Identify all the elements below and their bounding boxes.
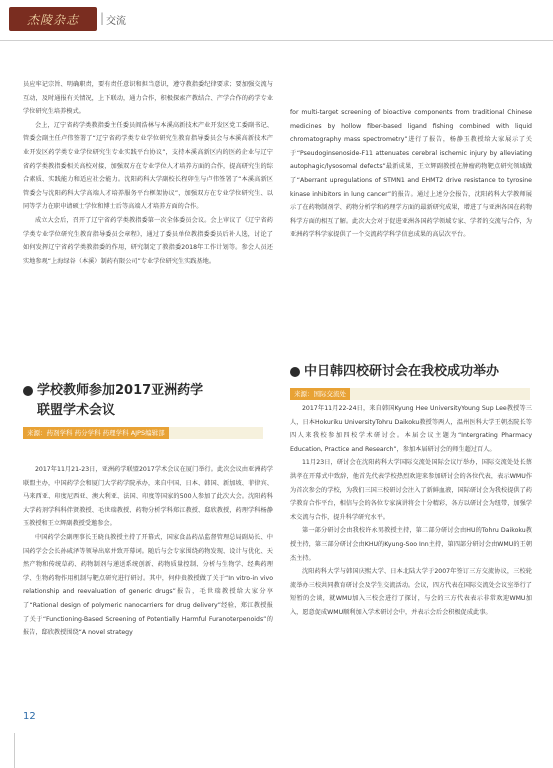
article-left-body bbox=[23, 463, 273, 640]
article-right-heading bbox=[290, 362, 530, 400]
paragraph: 2017年11月21-23日，亚洲药学联盟2017学术会议在厦门举行。此次会议由亚洲药学联盟主办，中国药学会和厦门大学药学院承办，来自中国、日本、韩国、新加坡、菲律宾、马来西亚、印度尼西亚、澳大利亚、法国、印度等国家的500人参加了此次大会。沈阳药科大学药剂学科科伴贤教授、毛世瑞教授、药物分析学科郑江教授、邸欣教授，药理学科杨静玉教授和王立辉副教授受邀参会。 bbox=[23, 466, 273, 528]
bullet-icon bbox=[23, 386, 33, 396]
paragraph: for multi-target screening of bioactive components from traditional Chinese medicines by hollow fiber-based ligand fishing combined with liquid chromatography mass spectrometry”进行了报告，杨静玉教授给大家展示了关于“Pseudoginsenoside-F11 attenuates cerebral ischemic injury by alleviating autophagic/lysosomal defects”最新成果，王立辉副教授在肿瘤药物靶点研究领域做了“Aberrant upregulations of STMN1 and EHMT2 drive resistance to tyrosine kinase inhibitors in lung cancer”的报告。通过上述分会报告，沈阳药科大学教师展示了在药物制剂学、药物分析学和药理学方面的最新研究成果，增进了与亚洲各国在药物科学方面的相互了解。此次大会对于促进亚洲各国药学领域专家、学者的交流与合作，为亚洲药学科学家提供了一个交流药学科学信息成果的高层次平台。 bbox=[290, 109, 532, 239]
paragraph: 11月23日，研讨会在沈阳药科大学国际交流处国际会议厅举办，国际交流处处长蔡洪孝在开幕式中致辞，他首先代表学校热烈欢迎来参加研讨会的各位代表，表示WMU作为首次参会的学校，为我们三国三校研讨会注入了新鲜血液，国际研讨会为我校提供了药学教育合作平台，相信与会的各位专家演讲将会十分精彩，各方以研讨会为纽带，加强学术交流与合作，提升科学研究水平。 bbox=[290, 459, 532, 521]
article-title bbox=[290, 362, 530, 382]
section-label: 交流 bbox=[106, 16, 126, 27]
article-title bbox=[23, 381, 263, 401]
paragraph: 2017年11月22-24日，来自韩国Kyung Hee UniversityYoung Sup Lee教授等三人，日本Hokuriku UniversityTohru Daikoku教授等两人，温州医科大学王朝杰院长等四人来我校参加四校学术研讨会。本届会议主题为“Intergrating Pharmacy Education, Practice and Research”，参加本届研讨会的师生超过百人。 bbox=[290, 405, 532, 453]
left-top-text bbox=[23, 78, 273, 268]
article-title-line1: 学校教师参加2017亚洲药学 bbox=[37, 383, 204, 398]
page-header bbox=[0, 0, 553, 58]
article-title-line2: 联盟学术会议 bbox=[37, 403, 116, 418]
paragraph: 沈阳药科大学与韩国庆熙大学、日本北陆大学于2007年签订三方交流协议，三校轮流举办三校共同教育研讨会及学生交流活动。会议，四方代表在国际交流处会议室举行了短暂的会谈，就WMU加入三校会进行了探讨，与会的三方代表表示非常欢迎WMU加入，愿意促成WMU顺利加入学术研讨会中，并表示会后会积极促成此事。 bbox=[290, 568, 532, 616]
header-rule bbox=[0, 40, 553, 41]
right-top-text bbox=[290, 106, 532, 242]
footer-rule bbox=[14, 733, 15, 768]
source-bar bbox=[23, 427, 263, 439]
source-tag: 来源：国际交流处 bbox=[290, 388, 350, 400]
page-number: 12 bbox=[23, 711, 36, 722]
article-title-text: 中日韩四校研讨会在我校成功举办 bbox=[304, 364, 500, 379]
paragraph: 第一部分研讨会由我校许永男教授主持，第二部分研讨会由HU的Tohru Daikoku教授主持，第三部分研讨会由KHU的Kyung-Soo Inn主持，第四部分研讨会由WMU的王朝杰主持。 bbox=[290, 527, 532, 562]
paragraph: 员应牢记宗旨、明确职责，要有责任意识和担当意识，遵守教指委纪律要求；要加强交流与互动，及时通报有关情况，上下联动，通力合作，积极探索产教结合、产学合作的药学专业学位研究生培养模式。 bbox=[23, 81, 273, 116]
source-bar bbox=[290, 388, 530, 400]
source-tag: 来源：药剂学科 药分学科 药理学科 AJPS编辑部 bbox=[23, 427, 169, 439]
bullet-icon bbox=[290, 367, 300, 377]
magazine-logo: 杰陵杂志 bbox=[9, 7, 97, 31]
article-right-body bbox=[290, 402, 532, 620]
header-separator: | bbox=[100, 11, 105, 25]
paragraph: 成立大会后，召开了辽宁省药学类教指委第一次全体委员会议。会上审议了《辽宁省药学类专业学位研究生教育指导委员会章程》，通过了委员单位教指委委员后补人选，讨论了如何发挥辽宁省药学类教指委的作用，研究制定了教指委2018年工作计划等。参会人员还实地参观“上海绿谷（本溪）制药有限公司”专业学位研究生实践基地。 bbox=[23, 216, 273, 265]
article-left-heading bbox=[23, 381, 263, 439]
paragraph: 会上，辽宁省药学类教指委主任委员阎浩林与本溪高新技术产业开发区党工委副书记、管委会副主任卢伟签署了“辽宁省药学类专业学位研究生教育指导委员会与本溪高新技术产业开发区药学类专业学位研究生专业实践平台协议”，支持本溪高新区内的医药企业与辽宁省药学类教指委相关高校对接，加强双方在专业学位人才培养方面的合作，提高研究生的综合素质、实践能力和适应社会能力。沈阳药科大学副校长程卯生与卢伟签署了“本溪高新区管委会与沈阳药科大学高端人才培养服务平台框架协议”，加强双方在专业学位研究生、以同等学力在职申请硕士学位和博士后等高端人才培养方面的合作。 bbox=[23, 121, 273, 211]
paragraph: 中国药学会副理事长王晓良教授主持了开幕式，国家食品药品监督管理总局副局长、中国药学会会长孙咸泽等领导出席并致开幕词。随后与会专家围绕药物发现、设计与优化、天然产物和传统草药、药物制剂与递送系统创新、药物质量控制、分析与生物学、经典药理学、生物药物作用机制与靶点研究进行研讨。其中，何仲贵教授做了关于“In vitro-in vivo relationship and reevaluation of generic drugs”报告，毛世瑞教授给大家分享了“Rational design of polymeric nanocarriers for drug delivery”经验，郑江教授报了关于“Functioning-Based Screening of Potentially Harmful Furanoterpenoids”的报告，邸欣教授围绕“A novel strategy bbox=[23, 533, 273, 637]
